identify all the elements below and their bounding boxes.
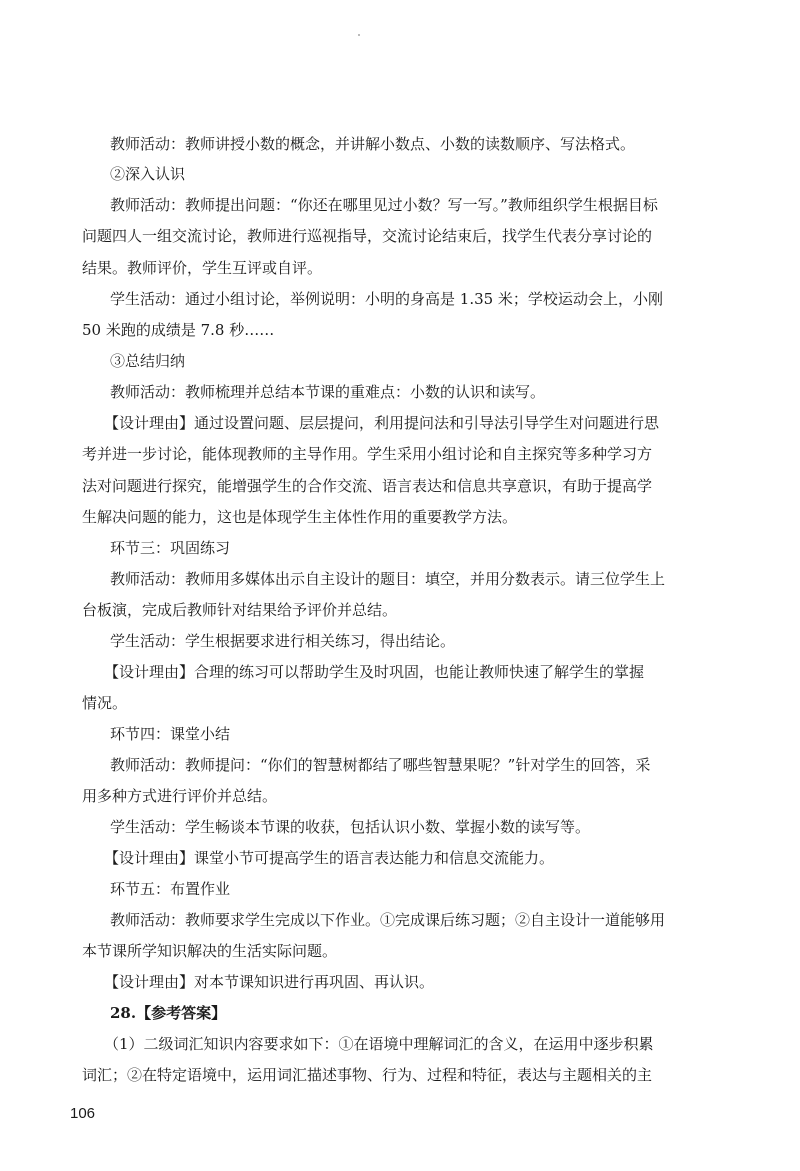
text-line: 考并进一步讨论，能体现教师的主导作用。学生采用小组讨论和自主探究等多种学习方 — [82, 445, 653, 463]
section-heading: 环节四：课堂小结 — [110, 725, 231, 743]
text-line: 词汇；②在特定语境中，运用词汇描述事物、行为、过程和特征，表达与主题相关的主 — [82, 1066, 653, 1084]
text-line: 50 米跑的成绩是 7.8 秒…… — [82, 321, 275, 339]
design-reason: 【设计理由】通过设置问题、层层提问，利用提问法和引导法引导学生对问题进行思 — [104, 414, 660, 432]
text-line: 情况。 — [82, 694, 128, 712]
text-line: 结果。教师评价，学生互评或自评。 — [82, 259, 323, 277]
design-reason: 【设计理由】对本节课知识进行再巩固、再认识。 — [104, 973, 435, 991]
text-line: 学生活动：学生畅谈本节课的收获，包括认识小数、掌握小数的读写等。 — [110, 818, 591, 836]
text-line: 法对问题进行探究，能增强学生的合作交流、语言表达和信息共享意识，有助于提高学 — [82, 477, 653, 495]
text-line: 问题四人一组交流讨论，教师进行巡视指导，交流讨论结束后，找学生代表分享讨论的 — [82, 227, 653, 245]
section-heading: 环节三：巩固练习 — [110, 539, 231, 557]
page-number: 106 — [70, 1105, 96, 1122]
text-line: 教师活动：教师用多媒体出示自主设计的题目：填空，并用分数表示。请三位学生上 — [110, 570, 666, 588]
design-reason: 【设计理由】课堂小节可提高学生的语言表达能力和信息交流能力。 — [104, 849, 555, 867]
subheading: ③总结归纳 — [110, 352, 186, 370]
section-heading: 环节五：布置作业 — [110, 880, 231, 898]
text-line: 用多种方式进行评价并总结。 — [82, 787, 278, 805]
text-line: 教师活动：教师梳理并总结本节课的重难点：小数的认识和读写。 — [110, 383, 546, 401]
design-reason: 【设计理由】合理的练习可以帮助学生及时巩固，也能让教师快速了解学生的掌握 — [104, 663, 645, 681]
text-line: 生解决问题的能力，这也是体现学生主体性作用的重要教学方法。 — [82, 508, 518, 526]
subheading: ②深入认识 — [110, 165, 186, 183]
text-line: 教师活动：教师要求学生完成以下作业。①完成课后练习题；②自主设计一道能够用 — [110, 911, 666, 929]
text-line: 教师活动：教师讲授小数的概念，并讲解小数点、小数的读数顺序、写法格式。 — [110, 135, 636, 153]
scan-speck — [358, 34, 360, 36]
text-line: 教师活动：教师提问：“你们的智慧树都结了哪些智慧果呢？”针对学生的回答，采 — [110, 756, 651, 774]
text-line: （1）二级词汇知识内容要求如下：①在语境中理解词汇的含义，在运用中逐步积累 — [104, 1035, 654, 1053]
answer-heading: 28.【参考答案】 — [110, 1004, 227, 1022]
text-line: 教师活动：教师提出问题：“你还在哪里见过小数？写一写。”教师组织学生根据目标 — [110, 196, 658, 214]
text-line: 本节课所学知识解决的生活实际问题。 — [82, 942, 338, 960]
text-line: 学生活动：通过小组讨论，举例说明：小明的身高是 1.35 米；学校运动会上，小刚 — [110, 290, 663, 308]
text-line: 学生活动：学生根据要求进行相关练习，得出结论。 — [110, 632, 456, 650]
text-line: 台板演，完成后教师针对结果给予评价并总结。 — [82, 601, 398, 619]
